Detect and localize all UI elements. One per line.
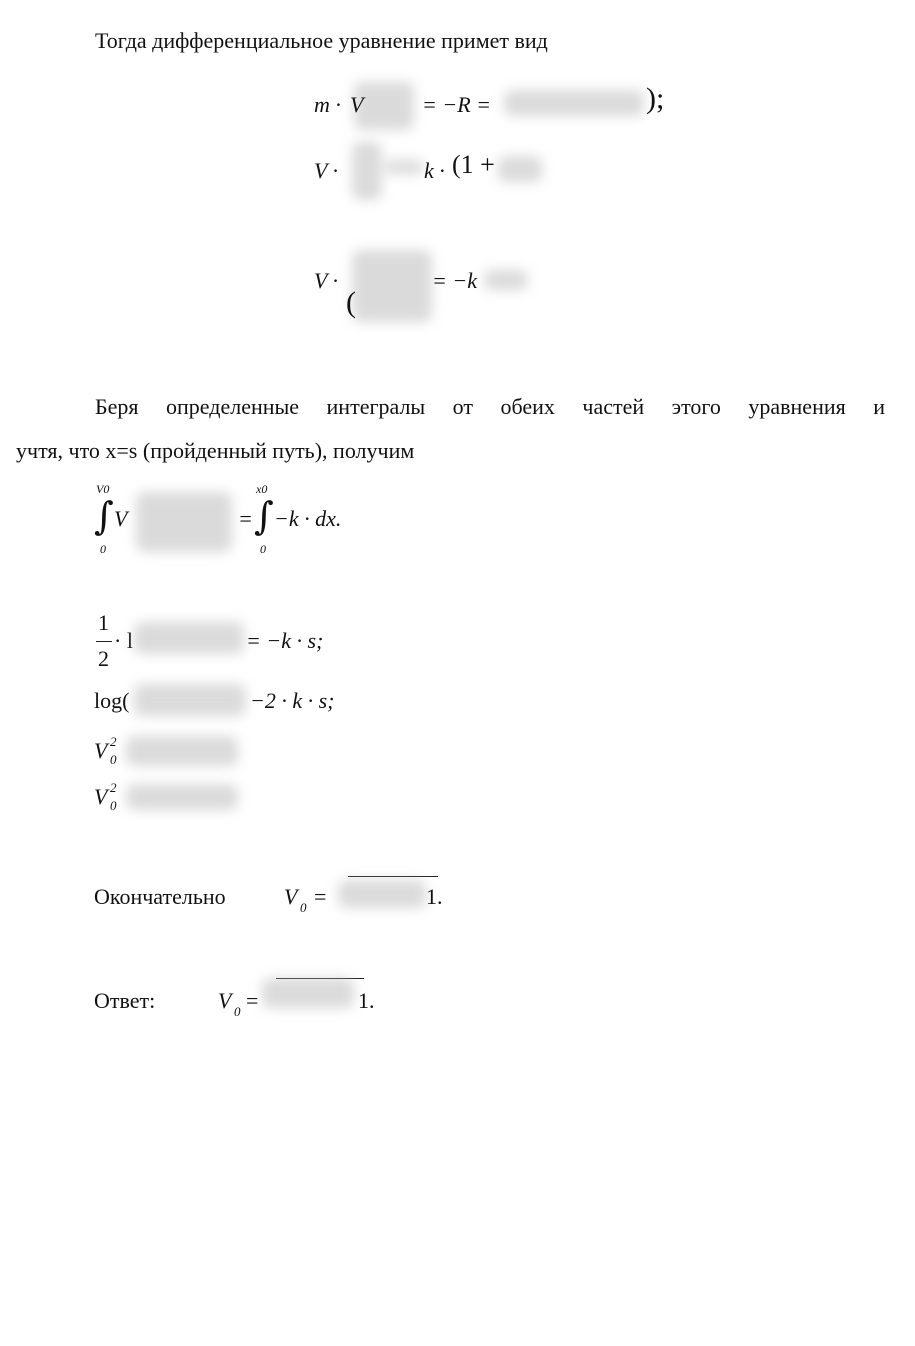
eq5-dot-l: · l — [114, 628, 133, 653]
paragraph-line-2: учтя, что x=s (пройденный путь), получим — [16, 438, 415, 463]
eq1-tail: ); — [646, 82, 665, 115]
paragraph-line-1: Беря определенные интегралы от обеих частей этого уравнения и — [95, 394, 885, 419]
answer-v: V — [218, 988, 232, 1013]
answer — [94, 972, 454, 1019]
eq7-sup: 2 — [110, 734, 117, 749]
answer-end: 1. — [358, 988, 375, 1013]
right-lower-limit: 0 — [260, 542, 266, 556]
equation-7 — [94, 732, 254, 772]
right-upper-limit: x0 — [256, 482, 268, 496]
eq2-lhs: V · — [314, 158, 339, 183]
eq8-sub: 0 — [110, 798, 117, 813]
final-eq: = — [314, 884, 327, 909]
eq8-sup: 2 — [110, 780, 117, 795]
eq3-mid: = −k — [432, 268, 477, 293]
left-upper-limit: V0 — [96, 482, 110, 496]
intro-text: Тогда дифференциальное уравнение примет вид — [95, 28, 548, 53]
eq2-paren: (1 + — [452, 150, 495, 179]
equation-8 — [94, 778, 254, 818]
eq7-v: V — [94, 738, 108, 763]
answer-sub: 0 — [234, 1004, 241, 1019]
eq1-lhs-v: V — [350, 92, 364, 117]
eq8-v: V — [94, 784, 108, 809]
integral-equals: = — [238, 506, 253, 531]
eq6-log: log( — [94, 688, 130, 713]
answer-eq: = — [246, 988, 259, 1013]
final-sub: 0 — [300, 900, 307, 915]
left-integrand-var: V — [114, 506, 128, 531]
eq3-lhs: V · — [314, 268, 339, 293]
final-v: V — [284, 884, 298, 909]
eq5-rhs: = −k · s; — [246, 628, 324, 653]
equation-6 — [94, 684, 354, 720]
eq5-denominator: 2 — [98, 646, 109, 671]
integral-equation: V0 ∫ 0 V = x0 ∫ 0 −k · dx. — [94, 482, 342, 556]
eq1-lhs: m · — [314, 92, 341, 117]
equation-3: V · = −k ( — [314, 250, 574, 326]
left-lower-limit: 0 — [100, 542, 106, 556]
final-end: 1. — [426, 884, 443, 909]
equation-5 — [94, 612, 354, 674]
eq5-numerator: 1 — [98, 610, 109, 635]
right-integrand: −k · dx. — [274, 506, 342, 531]
equation-1 — [314, 82, 674, 132]
final-result — [94, 872, 514, 916]
final-label: Окончательно — [94, 884, 226, 909]
eq7-sub: 0 — [110, 752, 117, 767]
eq2-mid: k · — [424, 158, 445, 183]
eq6-rhs: −2 · k · s; — [250, 688, 335, 713]
equation-2 — [314, 142, 574, 202]
eq1-mid: = −R = — [422, 92, 491, 117]
answer-label: Ответ: — [94, 988, 156, 1013]
